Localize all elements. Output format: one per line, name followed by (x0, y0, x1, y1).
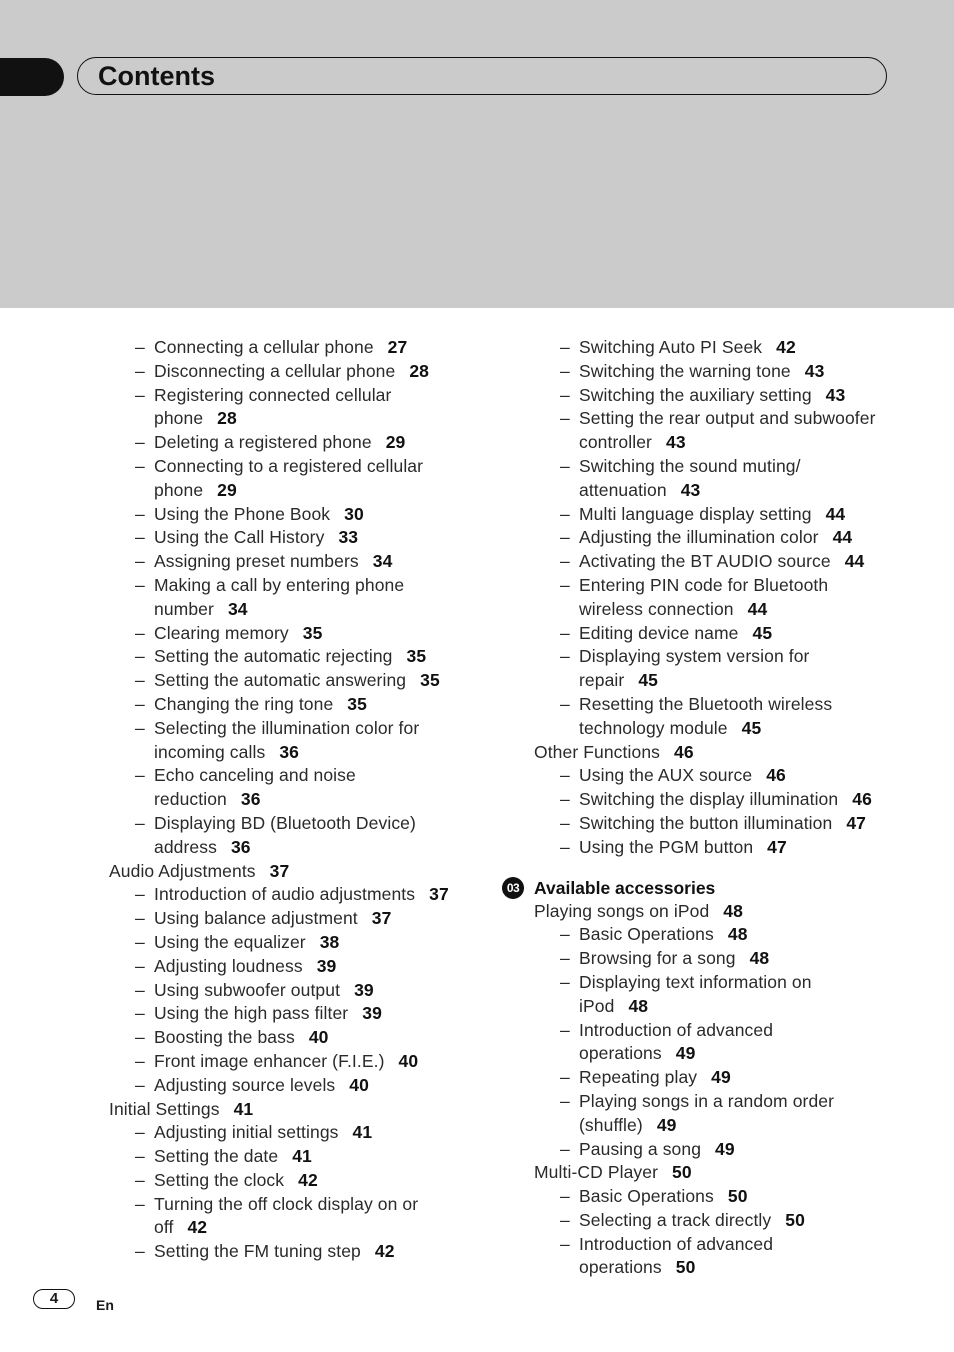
toc-page-number: 35 (347, 693, 367, 714)
toc-entry-text: Initial Settings (109, 1098, 220, 1119)
title-bar (77, 57, 887, 95)
toc-entry[interactable] (533, 574, 893, 622)
toc-page-number: 37 (269, 860, 290, 881)
chapter-heading (506, 876, 893, 900)
toc-page-number: 47 (846, 812, 866, 833)
toc-entry-text: Using subwoofer output (154, 979, 341, 1000)
toc-entry-text: Selecting a track directly (579, 1209, 772, 1230)
toc-entry[interactable] (533, 812, 893, 836)
toc-page-number: 49 (715, 1138, 735, 1159)
toc-entry[interactable] (533, 336, 893, 360)
toc-entry[interactable] (108, 455, 468, 503)
toc-entry[interactable] (108, 764, 468, 812)
toc-page-number: 48 (628, 995, 649, 1016)
toc-entry[interactable] (108, 526, 468, 550)
toc-entry[interactable] (533, 764, 893, 788)
toc-entry-text: Displaying BD (Bluetooth Device) (154, 812, 416, 833)
toc-entry-text: Adjusting initial settings (154, 1122, 339, 1143)
toc-entry-text: wireless connection (579, 598, 734, 619)
chapter-tab-marker (0, 58, 64, 96)
toc-page-number: 40 (398, 1050, 419, 1071)
toc-page-number: 43 (804, 360, 825, 381)
toc-page-number: 42 (374, 1241, 395, 1262)
toc-page-number: 41 (292, 1146, 312, 1167)
toc-entry-text: Multi-CD Player (534, 1162, 659, 1183)
toc-entry[interactable] (108, 1240, 468, 1264)
toc-page-number: 50 (672, 1162, 692, 1183)
toc-page-number: 37 (429, 884, 449, 905)
toc-page-number: 42 (776, 337, 796, 357)
toc-entry-text: Switching Auto PI Seek (579, 337, 763, 357)
toc-entry-text: Repeating play (579, 1067, 698, 1088)
toc-page-number: 44 (832, 527, 853, 548)
toc-entry-text: Turning the off clock display on or (154, 1193, 419, 1214)
toc-entry[interactable] (108, 645, 468, 669)
toc-page-number: 48 (723, 900, 743, 921)
toc-entry[interactable] (108, 550, 468, 574)
toc-entry-text: Introduction of audio adjustments (154, 884, 416, 905)
toc-entry-text: Playing songs in a random order (579, 1090, 835, 1111)
toc-page-number: 49 (711, 1067, 731, 1088)
toc-entry[interactable] (108, 931, 468, 955)
toc-entry[interactable] (533, 503, 893, 527)
toc-page-number: 36 (240, 789, 261, 810)
toc-entry[interactable] (108, 574, 468, 622)
toc-entry[interactable] (108, 360, 468, 384)
toc-entry[interactable] (108, 1002, 468, 1026)
toc-entry[interactable] (108, 907, 468, 931)
toc-entry-text: Connecting to a registered cellular (154, 455, 424, 476)
toc-entry[interactable] (108, 1026, 468, 1050)
toc-entry-text: Entering PIN code for Bluetooth (579, 574, 829, 595)
toc-page-number: 28 (217, 408, 237, 429)
toc-page-number: 29 (385, 432, 406, 453)
toc-entry-text: Setting the automatic answering (154, 670, 407, 691)
toc-page-number: 46 (852, 789, 872, 810)
toc-page-number: 43 (665, 432, 686, 453)
toc-entry-text: Changing the ring tone (154, 693, 334, 714)
toc-entry-text: Connecting a cellular phone (154, 337, 374, 357)
toc-entry-text: repair (579, 670, 625, 691)
toc-page-number: 40 (349, 1074, 369, 1095)
toc-entry[interactable] (533, 788, 893, 812)
toc-entry-text: Setting the FM tuning step (154, 1241, 361, 1262)
toc-page-number: 43 (825, 384, 846, 405)
toc-entry[interactable] (108, 503, 468, 527)
toc-entry[interactable] (533, 1209, 893, 1233)
toc-entry-text: reduction (154, 789, 227, 810)
toc-entry-text: Multi language display setting (579, 503, 812, 524)
toc-page-number: 40 (308, 1027, 329, 1048)
toc-entry-text: Setting the date (154, 1146, 279, 1167)
toc-entry-text: Adjusting the illumination color (579, 527, 819, 548)
toc-entry[interactable] (108, 431, 468, 455)
toc-page-number: 28 (409, 360, 430, 381)
toc-right-section-b (533, 900, 893, 1281)
toc-page-number: 47 (767, 836, 787, 857)
toc-section-entry[interactable] (108, 1098, 468, 1122)
toc-entry-text: Deleting a registered phone (154, 432, 372, 453)
toc-entry-text: Introduction of advanced (579, 1019, 774, 1040)
toc-entry-text: Setting the automatic rejecting (154, 646, 393, 667)
toc-page-number: 39 (316, 955, 337, 976)
toc-entry-text: Using the high pass filter (154, 1003, 349, 1024)
toc-page-number: 44 (825, 503, 846, 524)
toc-entry[interactable] (533, 360, 893, 384)
toc-page-number: 43 (680, 479, 701, 500)
toc-entry-text: Editing device name (579, 622, 739, 643)
toc-entry-text: Activating the BT AUDIO source (579, 551, 831, 572)
toc-entry[interactable] (108, 384, 468, 432)
toc-page-number: 35 (420, 670, 440, 691)
toc-entry-text: Switching the display illumination (579, 789, 839, 810)
toc-page-number: 33 (338, 527, 359, 548)
chapter-title: Available accessories (534, 877, 716, 898)
toc-entry[interactable] (108, 1145, 468, 1169)
toc-page-number: 39 (362, 1003, 382, 1024)
toc-page-number: 36 (279, 741, 299, 762)
toc-page-number: 39 (354, 979, 374, 1000)
toc-entry[interactable] (533, 947, 893, 971)
language-code: En (96, 1297, 114, 1313)
toc-page-number: 45 (638, 670, 659, 691)
toc-section-entry[interactable] (108, 860, 468, 884)
toc-entry-text: Boosting the bass (154, 1027, 295, 1048)
toc-entry[interactable] (533, 455, 893, 503)
toc-entry[interactable] (533, 971, 893, 1019)
toc-page-number: 49 (675, 1043, 696, 1064)
toc-entry[interactable] (533, 645, 893, 693)
toc-entry[interactable] (108, 979, 468, 1003)
toc-entry-text: Clearing memory (154, 622, 289, 643)
toc-entry[interactable] (533, 1090, 893, 1138)
toc-entry[interactable] (108, 336, 468, 360)
toc-entry-text: Using balance adjustment (154, 908, 358, 929)
toc-page-number: 35 (302, 622, 323, 643)
toc-entry-text: Displaying system version for (579, 646, 810, 667)
toc-page-number: 49 (656, 1114, 677, 1135)
toc-entry[interactable] (533, 923, 893, 947)
toc-page-number: 50 (785, 1209, 805, 1230)
toc-entry[interactable] (533, 550, 893, 574)
toc-entry-text: Assigning preset numbers (154, 551, 359, 572)
toc-entry[interactable] (533, 384, 893, 408)
toc-page-number: 44 (844, 551, 865, 572)
toc-page-number: 46 (674, 741, 694, 762)
toc-entry[interactable] (108, 1193, 468, 1241)
toc-entry-text: Introduction of advanced (579, 1233, 774, 1254)
toc-entry-text: Using the PGM button (579, 836, 754, 857)
toc-entry-text: technology module (579, 717, 728, 738)
page-number-badge: 4 (33, 1289, 75, 1309)
toc-entry-text: Disconnecting a cellular phone (154, 360, 396, 381)
toc-right-column (506, 336, 893, 1280)
toc-entry[interactable] (108, 717, 468, 765)
toc-page-number: 34 (372, 551, 393, 572)
toc-entry-text: Front image enhancer (F.I.E.) (154, 1050, 385, 1071)
page-title: Contents (98, 61, 215, 91)
toc-entry-text: Browsing for a song (579, 948, 736, 969)
toc-entry[interactable] (533, 1138, 893, 1162)
toc-entry-text: phone (154, 479, 204, 500)
toc-section-entry[interactable] (533, 741, 893, 765)
toc-page-number: 45 (741, 717, 762, 738)
toc-entry-text: Displaying text information on (579, 971, 812, 992)
toc-page-number: 35 (406, 646, 427, 667)
toc-entry[interactable] (108, 622, 468, 646)
toc-entry-text: controller (579, 432, 652, 453)
toc-entry-text: Making a call by entering phone (154, 574, 405, 595)
toc-entry-text: Playing songs on iPod (534, 900, 710, 921)
toc-entry[interactable] (108, 1169, 468, 1193)
toc-entry-text: Switching the button illumination (579, 812, 833, 833)
toc-entry[interactable] (108, 1074, 468, 1098)
toc-entry-text: (shuffle) (579, 1114, 643, 1135)
toc-page-number: 42 (187, 1217, 208, 1238)
toc-page-number: 46 (766, 765, 786, 786)
toc-right-section-a (533, 336, 893, 860)
chapter-number-badge: 03 (502, 877, 524, 899)
toc-page-number: 42 (298, 1169, 318, 1190)
toc-entry-text: Audio Adjustments (109, 860, 256, 881)
toc-entry-text: Pausing a song (579, 1138, 702, 1159)
toc-page-number: 38 (319, 931, 340, 952)
toc-entry-text: phone (154, 408, 204, 429)
toc-entry[interactable] (108, 1121, 468, 1145)
toc-page-number: 44 (747, 598, 768, 619)
toc-entry-text: Setting the clock (154, 1169, 285, 1190)
toc-page-number: 48 (727, 924, 748, 945)
toc-entry[interactable] (533, 622, 893, 646)
toc-entry-text: Using the AUX source (579, 765, 753, 786)
toc-page-number: 50 (727, 1186, 748, 1207)
toc-entry[interactable] (533, 1233, 893, 1281)
toc-entry[interactable] (533, 1185, 893, 1209)
toc-entry-text: Adjusting source levels (154, 1074, 336, 1095)
toc-entry-text: Switching the warning tone (579, 360, 791, 381)
toc-page-number: 41 (352, 1122, 373, 1143)
toc-entry-text: off (154, 1217, 174, 1238)
toc-entry[interactable] (533, 693, 893, 741)
toc-page-number: 45 (752, 622, 773, 643)
toc-page-number: 41 (233, 1098, 254, 1119)
toc-page-number: 37 (371, 908, 392, 929)
toc-entry-text: Basic Operations (579, 1186, 714, 1207)
toc-section-entry[interactable] (533, 1161, 893, 1185)
toc-entry[interactable] (108, 693, 468, 717)
toc-entry[interactable] (533, 1019, 893, 1067)
toc-entry[interactable] (533, 526, 893, 550)
toc-entry[interactable] (533, 407, 893, 455)
toc-entry-text: Echo canceling and noise (154, 765, 356, 786)
toc-entry-text: Adjusting loudness (154, 955, 303, 976)
toc-entry-text: incoming calls (154, 741, 266, 762)
toc-page-number: 36 (230, 836, 251, 857)
toc-entry-text: Resetting the Bluetooth wireless (579, 693, 833, 714)
toc-entry-text: operations (579, 1257, 662, 1278)
toc-entry-text: Setting the rear output and subwoofer (579, 408, 876, 429)
toc-entry-text: operations (579, 1043, 662, 1064)
toc-page-number: 30 (344, 503, 364, 524)
toc-entry[interactable] (533, 1066, 893, 1090)
header-band (0, 0, 954, 308)
toc-entry[interactable] (108, 883, 468, 907)
toc-entry-text: attenuation (579, 479, 667, 500)
toc-entry-text: Switching the sound muting/ (579, 455, 801, 476)
toc-page-number: 29 (217, 479, 237, 500)
toc-entry-text: Switching the auxiliary setting (579, 384, 812, 405)
toc-entry-text: Registering connected cellular (154, 384, 392, 405)
toc-left-column (108, 336, 468, 1264)
toc-entry-text: Other Functions (534, 741, 660, 762)
toc-entry-text: Using the equalizer (154, 931, 306, 952)
toc-entry[interactable] (108, 812, 468, 860)
toc-section-entry[interactable] (533, 900, 893, 924)
toc-entry-text: address (154, 836, 217, 857)
toc-page-number: 48 (749, 948, 770, 969)
toc-entry-text: number (154, 598, 214, 619)
toc-entry-text: iPod (579, 995, 615, 1016)
toc-page-number: 27 (387, 337, 408, 357)
toc-entry-text: Basic Operations (579, 924, 714, 945)
toc-page-number: 50 (675, 1257, 696, 1278)
toc-entry[interactable] (108, 1050, 468, 1074)
toc-entry-text: Using the Phone Book (154, 503, 331, 524)
toc-entry-text: Using the Call History (154, 527, 325, 548)
toc-entry-text: Selecting the illumination color for (154, 717, 420, 738)
toc-entry[interactable] (533, 836, 893, 860)
toc-entry[interactable] (108, 955, 468, 979)
toc-page-number: 34 (227, 598, 248, 619)
toc-entry[interactable] (108, 669, 468, 693)
